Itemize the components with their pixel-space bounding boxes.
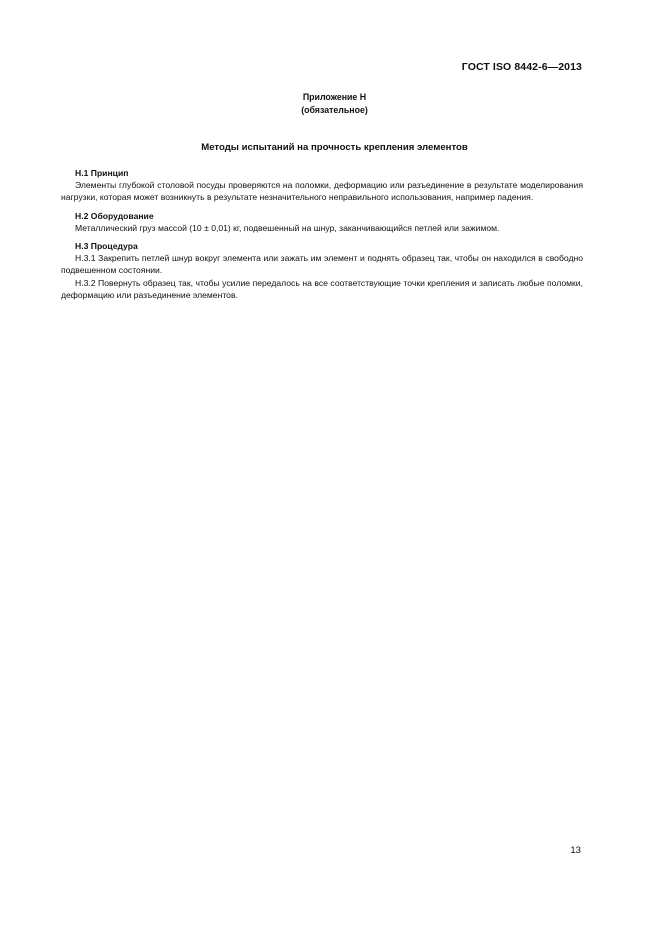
section-heading-principle: Н.1 Принцип (75, 168, 129, 178)
paragraph-equipment: Металлический груз массой (10 ± 0,01) кг, подвешенный на шнур, заканчивающийся петлей или зажимом. (75, 222, 500, 233)
annex-title: Приложение Н (302, 92, 367, 102)
annex-status: (обязательное) (301, 105, 368, 115)
paragraph-procedure-1: Н.3.1 Закрепить петлей шнур вокруг элемента или зажать им элемент и поднять образец так, чтобы он находился в свободно подвешенном состоянии. (61, 253, 583, 276)
document-body (61, 167, 583, 301)
section-heading-procedure: Н.3 Процедура (75, 241, 138, 252)
paragraph-procedure-2: Н.3.2 Повернуть образец так, чтобы усилие передалось на все соответствующие точки крепления и записать любые поломки, деформацию или разъединение элементов. (61, 277, 583, 300)
document-id: ГОСТ ISO 8442-6—2013 (461, 61, 582, 73)
section-heading-equipment: Н.2 Оборудование (75, 210, 154, 221)
paragraph-principle: Элементы глубокой столовой посуды проверяются на поломки, деформацию или разъединение в результате моделирования нагрузки, которая может возникнуть в результате незначительного неправильного использования, например падения. (61, 180, 583, 203)
page-title: Методы испытаний на прочность крепления элементов (201, 142, 468, 153)
page-number: 13 (570, 845, 581, 856)
